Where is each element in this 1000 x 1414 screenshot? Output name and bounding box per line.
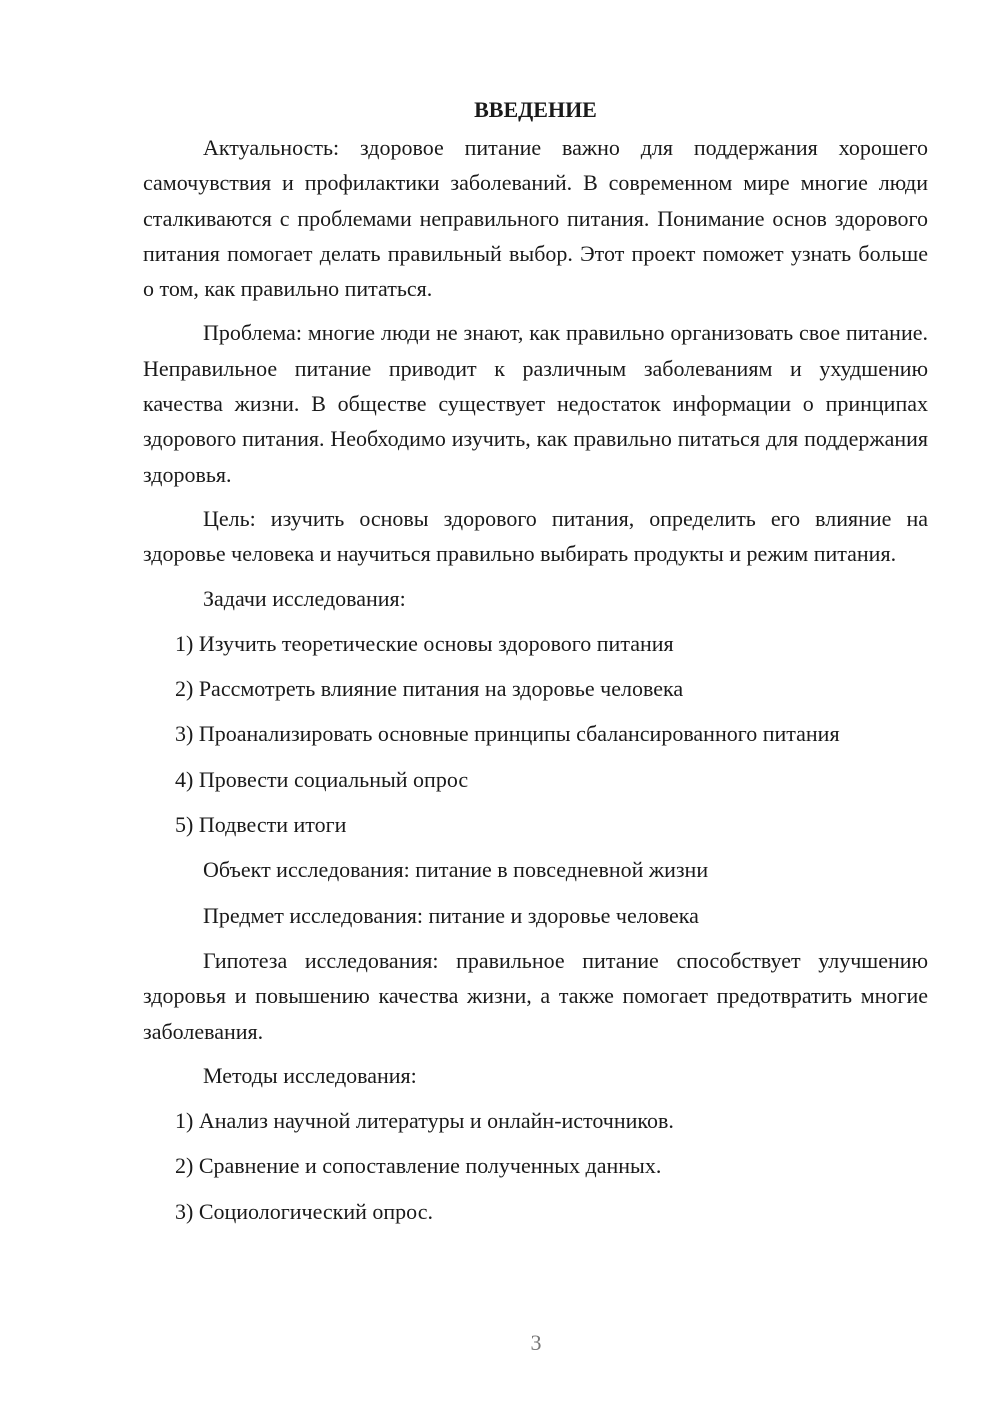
page-body	[143, 92, 928, 1239]
methods-title: Методы исследования:	[203, 1062, 417, 1088]
task-item-5: 5) Подвести итоги	[175, 812, 347, 838]
tasks-title: Задачи исследования:	[203, 585, 406, 611]
method-item-3: 3) Социологический опрос.	[175, 1198, 433, 1224]
research-subject: Предмет исследования: питание и здоровье человека	[203, 902, 699, 928]
research-object: Объект исследования: питание в повседневной жизни	[203, 857, 709, 883]
relevance-paragraph: Актуальность: здоровое питание важно для поддержания хорошего самочувствия и профилактики заболеваний. В современном мире многие люди сталкиваются с проблемами неправильного питания. Понимание основ здорового питания помогает делать правильный выбор. Этот проект поможет узнать больше о том, как правильно питаться.	[143, 135, 928, 302]
page-title: ВВЕДЕНИЕ	[474, 97, 597, 122]
problem-paragraph: Проблема: многие люди не знают, как правильно организовать свое питание. Неправильное питание приводит к различным заболеваниям и ухудшению качества жизни. В обществе существует недостаток информации о принципах здорового питания. Необходимо изучить, как правильно питаться для поддержания здоровья.	[143, 320, 928, 487]
task-item-4: 4) Провести социальный опрос	[175, 766, 469, 792]
task-item-2: 2) Рассмотреть влияние питания на здоровье человека	[175, 676, 684, 702]
task-item-3: 3) Проанализировать основные принципы сбалансированного питания	[175, 721, 840, 747]
task-item-1: 1) Изучить теоретические основы здорового питания	[175, 630, 674, 656]
method-item-2: 2) Сравнение и сопоставление полученных данных.	[175, 1153, 662, 1179]
hypothesis-paragraph: Гипотеза исследования: правильное питание способствует улучшению здоровья и повышению качества жизни, а также помогает предотвратить многие заболевания.	[143, 947, 928, 1044]
method-item-1: 1) Анализ научной литературы и онлайн-источников.	[175, 1108, 674, 1134]
page-number: 3	[530, 1330, 542, 1355]
goal-paragraph: Цель: изучить основы здорового питания, определить его влияние на здоровье человека и научиться правильно выбирать продукты и режим питания.	[143, 505, 928, 567]
